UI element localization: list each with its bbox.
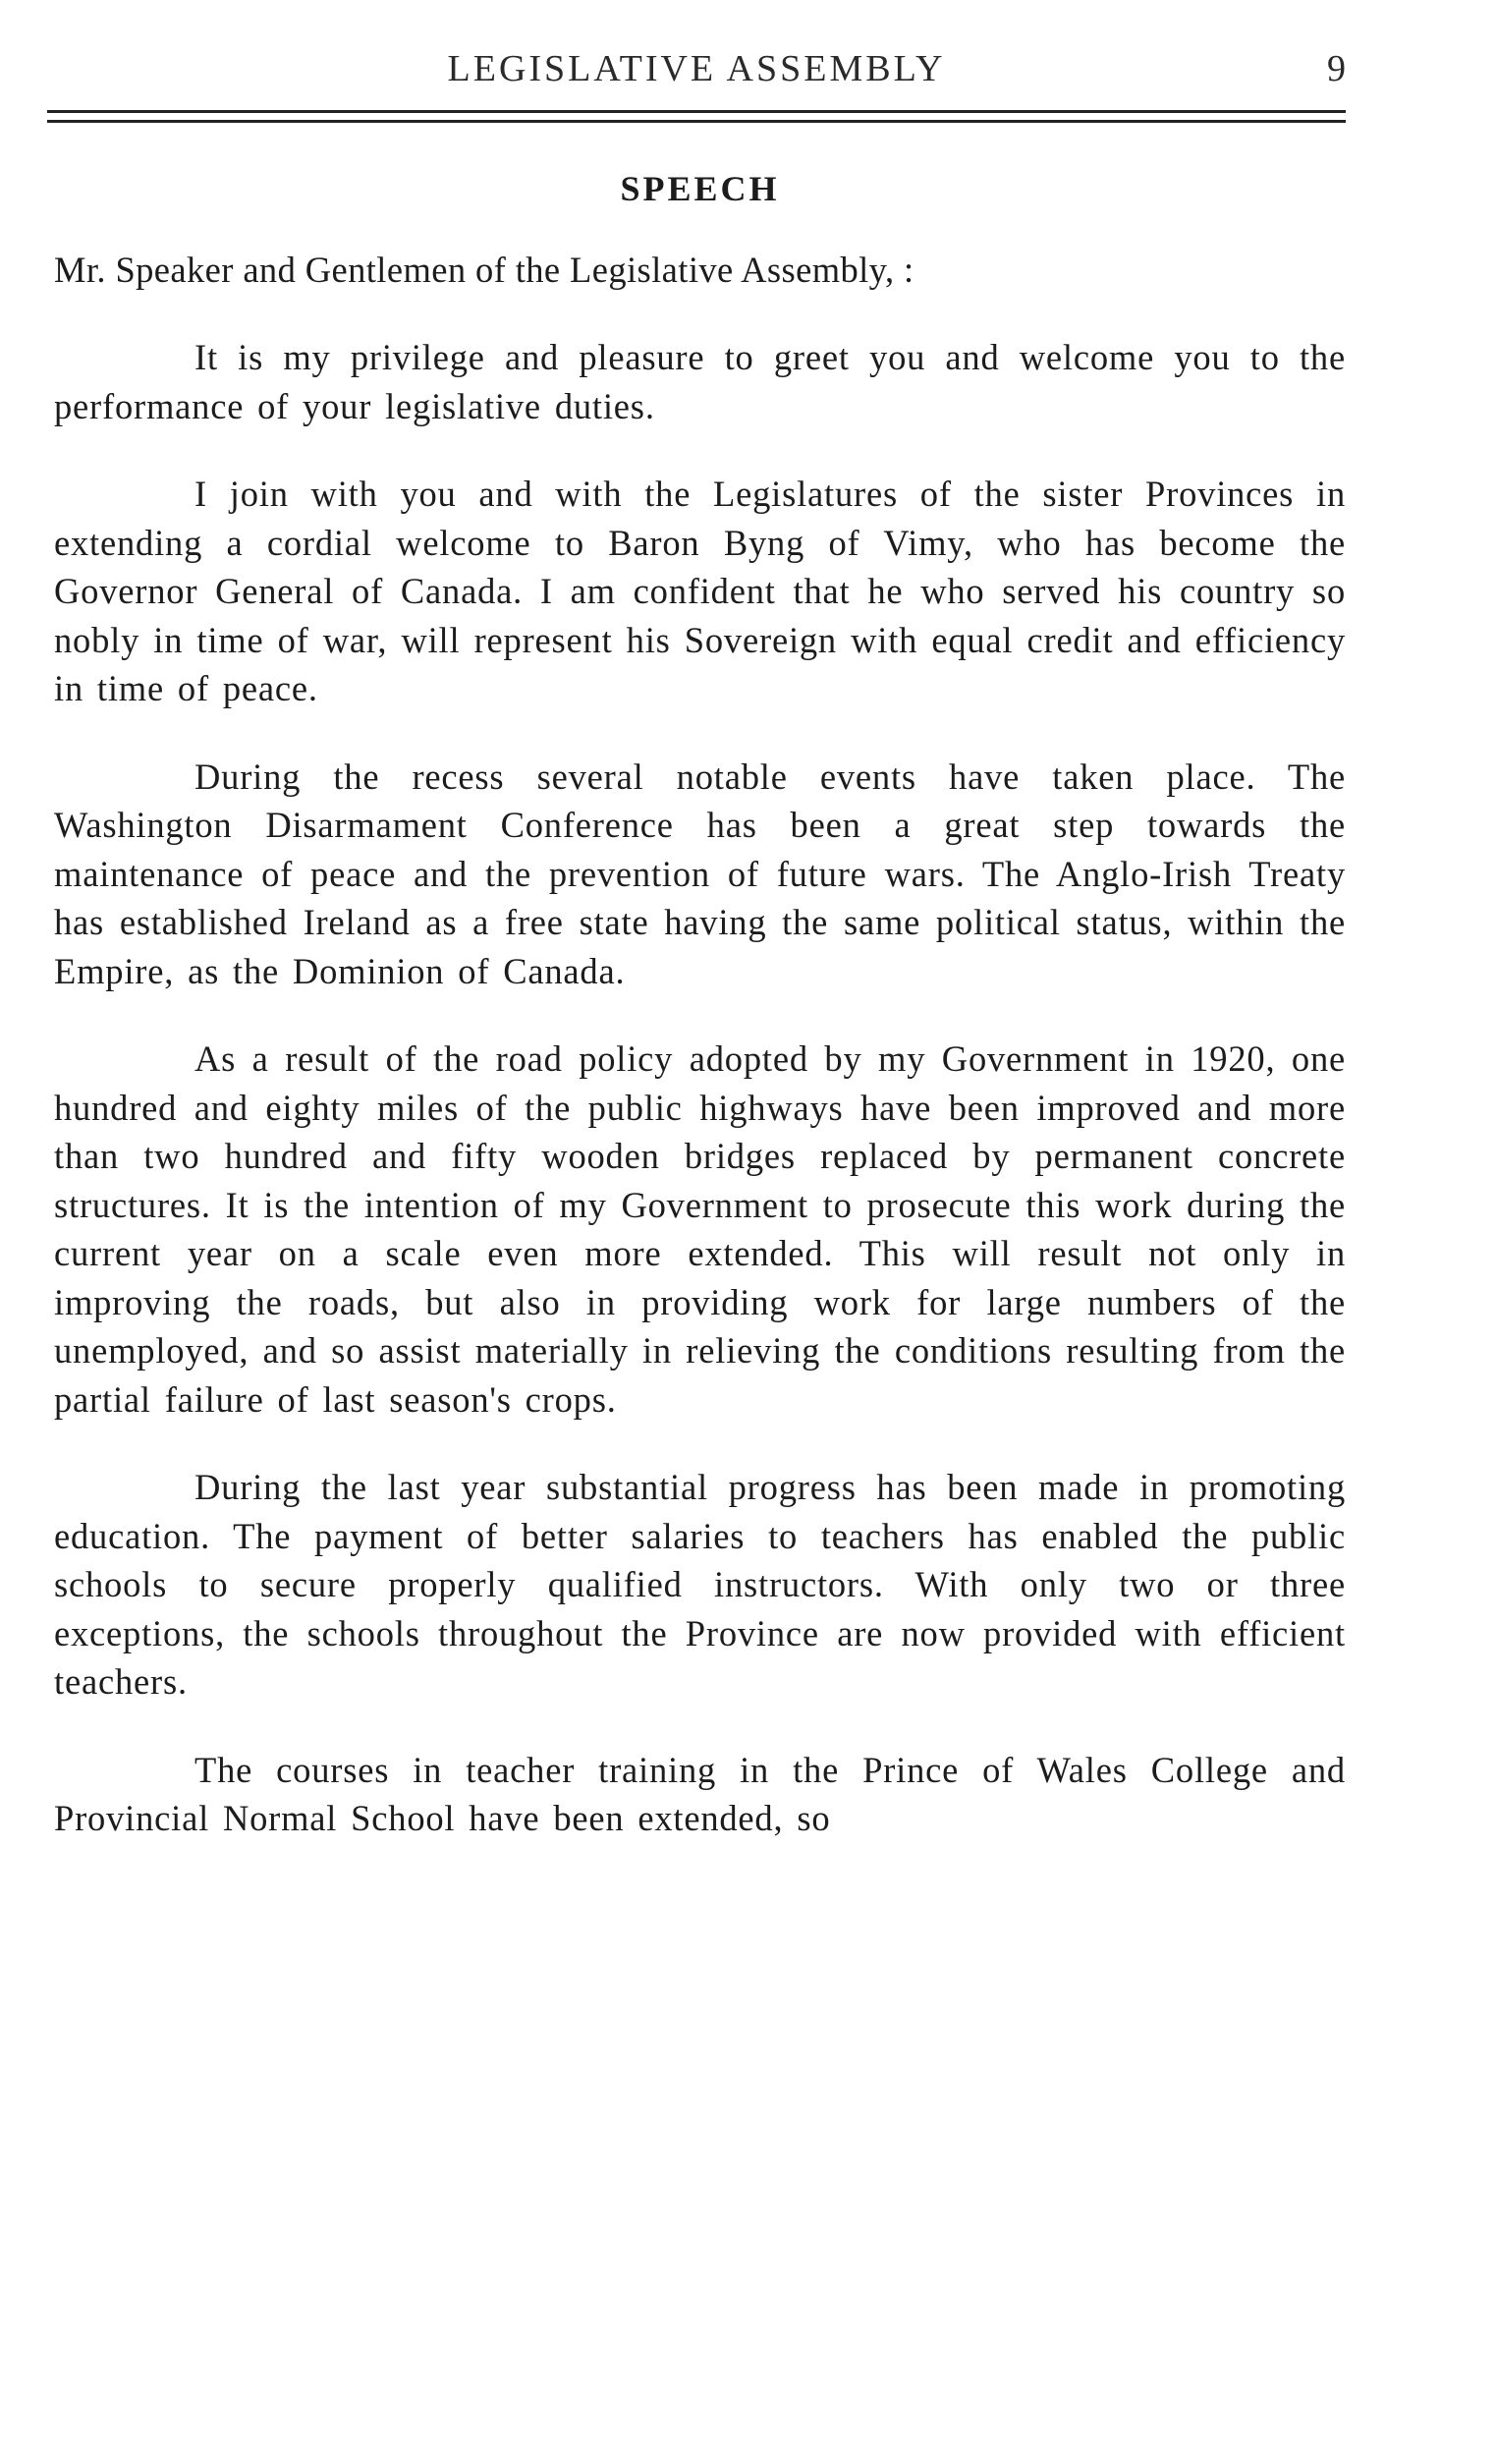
speech-heading: SPEECH — [620, 169, 780, 208]
paragraph-greeting: It is my privilege and pleasure to greet you and welcome you to the performance of your legislative duties. — [54, 337, 1346, 426]
page-number: 9 — [1327, 48, 1346, 89]
paragraph-road-policy: As a result of the road policy adopted by my Government in 1920, one hundred and eighty miles of the public highways have been improved and more than two hundred and fifty wooden bridges replaced by permanent concrete structures. It is the intention of my Government to prosecute this work during the current year on a scale even more extended. This will result not only in improving the roads, but also in providing work for large numbers of the unemployed, and so assist materially in relieving the conditions resulting from the partial failure of last season's crops. — [54, 1038, 1346, 1420]
header-rule-bottom — [47, 120, 1346, 123]
running-title: LEGISLATIVE ASSEMBLY — [447, 48, 946, 89]
paragraph-teacher-training: The courses in teacher training in the Prince of Wales College and Provincial Normal School have been extended, so — [54, 1749, 1346, 1838]
paragraph-governor-general: I join with you and with the Legislatures of the sister Provinces in extending a cordial welcome to Baron Byng of Vimy, who has become the Governor General of Canada. I am confident that he who served his country so nobly in time of war, will represent his Sovereign with equal credit and efficiency in time of peace. — [54, 474, 1346, 708]
paragraph-notable-events: During the recess several notable events have taken place. The Washington Disarmament Conference has been a great step towards the maintenance of peace and the prevention of future wars. The Anglo-Irish Treaty has established Ireland as a free state having the same political status, within the Empire, as the Dominion of Canada. — [54, 756, 1346, 991]
header-rule-top — [47, 110, 1346, 113]
speech-body — [54, 157, 1346, 1882]
salutation: Mr. Speaker and Gentlemen of the Legislative Assembly, : — [54, 249, 914, 290]
paragraph-education: During the last year substantial progress has been made in promoting education. The payment of better salaries to teachers has enabled the public schools to secure properly qualified instructors. With only two or three exceptions, the schools throughout the Province are now provided with efficient teachers. — [54, 1467, 1346, 1702]
running-header — [47, 37, 1346, 106]
